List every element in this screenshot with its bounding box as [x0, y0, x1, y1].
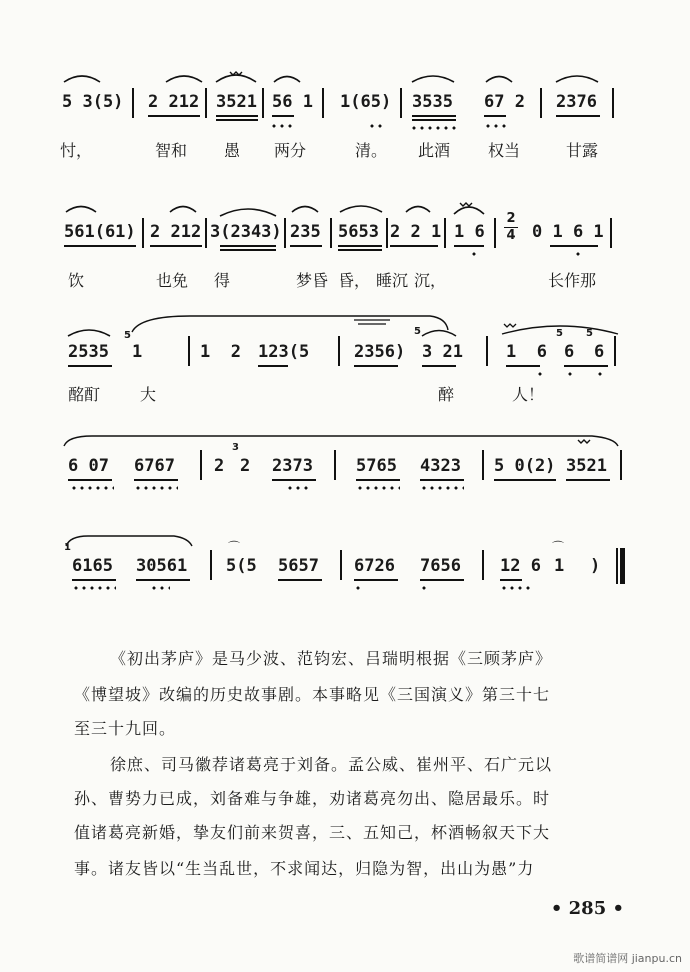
note-group: 5653	[338, 222, 379, 242]
underline	[390, 245, 438, 247]
note-group: 5 0(2)	[494, 456, 556, 476]
note-group: 3 21	[422, 342, 463, 362]
score-system-1	[0, 70, 690, 190]
barline	[614, 336, 616, 366]
underline	[338, 249, 382, 251]
barline	[400, 88, 402, 118]
note-group: 6	[594, 342, 605, 362]
lyric: 酩酊	[68, 385, 101, 404]
lyric: 甘露	[566, 141, 599, 160]
barline	[205, 218, 207, 248]
lyric: 清。	[355, 141, 388, 160]
barline	[205, 88, 207, 118]
octave-dots	[70, 486, 114, 490]
score-system-5	[0, 530, 690, 650]
note-group: 2373	[272, 456, 313, 476]
slur	[404, 202, 432, 214]
grace-note: 5	[586, 328, 593, 339]
note-group: 5(5	[226, 556, 257, 576]
note-group: 5 3(5)	[62, 92, 124, 112]
slur	[64, 202, 98, 214]
prose-line: 至三十九回。	[74, 719, 177, 738]
grace-note: 5	[124, 330, 131, 341]
underline	[72, 579, 116, 581]
lyric: 睡沉	[376, 271, 409, 290]
slur	[410, 72, 456, 84]
underline	[420, 479, 464, 481]
barline	[200, 450, 202, 480]
octave-dots	[72, 586, 116, 590]
barline	[612, 88, 614, 118]
octave-dots	[410, 126, 458, 130]
underline	[420, 579, 464, 581]
note-group: 6726	[354, 556, 395, 576]
note-group: )	[590, 556, 601, 576]
watermark: 歌谱简谱网 jianpu.cn	[573, 952, 682, 965]
underline	[354, 579, 398, 581]
underline	[506, 365, 540, 367]
barline	[486, 336, 488, 366]
note-group: 6	[564, 342, 575, 362]
underline	[68, 479, 112, 481]
note-group: 1 2	[200, 342, 241, 362]
note-group: 5765	[356, 456, 397, 476]
note-group: 30561	[136, 556, 188, 576]
underline	[564, 365, 608, 367]
octave-dots	[484, 124, 508, 128]
slur	[420, 326, 458, 338]
note-group: 3535	[412, 92, 453, 112]
barline	[322, 88, 324, 118]
underline	[454, 245, 484, 247]
underline	[422, 365, 456, 367]
underline	[412, 115, 456, 117]
note-group: 3521	[566, 456, 607, 476]
note-group: 3(2343)	[210, 222, 282, 242]
barline	[284, 218, 286, 248]
octave-dots	[536, 372, 546, 376]
underline	[68, 365, 112, 367]
octave-dots	[354, 586, 364, 590]
lyric: 醉	[438, 385, 455, 404]
note-group: 6767	[134, 456, 175, 476]
lyric: 两分	[274, 141, 307, 160]
barline	[482, 550, 484, 580]
octave-dots	[420, 586, 430, 590]
note-group: 2356)	[354, 342, 406, 362]
note-group: 1	[554, 556, 565, 576]
lyric: 沉，	[414, 271, 447, 290]
underline	[150, 245, 202, 247]
slur	[452, 200, 486, 216]
barline	[620, 450, 622, 480]
prose-line: 事。诸友皆以“生当乱世，不求闻达，归隐为智，出山为愚”力	[74, 859, 535, 878]
underline	[220, 245, 276, 247]
octave-dots	[470, 252, 480, 256]
underline	[136, 579, 190, 581]
lyric: 梦昏	[296, 271, 329, 290]
octave-dots	[286, 486, 310, 490]
note-group: 2	[214, 456, 225, 476]
fermata: ⌒	[552, 540, 565, 554]
note-group: 2 212	[150, 222, 202, 242]
slur	[566, 436, 610, 450]
octave-dots	[500, 586, 530, 590]
octave-dots	[368, 124, 384, 128]
barline	[188, 336, 190, 366]
lyric: 得	[214, 271, 231, 290]
underline	[556, 115, 600, 117]
note-group: 561(61)	[64, 222, 136, 242]
barline	[338, 336, 340, 366]
note-group: 2 2 1	[390, 222, 442, 242]
octave-dots	[566, 372, 576, 376]
lyric: 也免	[156, 271, 189, 290]
underline	[566, 479, 610, 481]
final-barline	[616, 548, 625, 584]
note-group: 1 6	[454, 222, 485, 242]
barline	[142, 218, 144, 248]
tie	[130, 314, 450, 334]
note-group: 56 1	[272, 92, 313, 112]
lyric: 昏，	[338, 271, 371, 290]
note-group: 5657	[278, 556, 319, 576]
underline	[500, 579, 522, 581]
note-group: 1 6	[506, 342, 547, 362]
lyric: 人！	[512, 385, 545, 404]
time-signature-top: 2	[506, 211, 516, 226]
underline	[64, 245, 136, 247]
barline	[482, 450, 484, 480]
underline	[550, 245, 598, 247]
slur	[352, 318, 392, 328]
barline	[334, 450, 336, 480]
octave-dots	[356, 486, 400, 490]
lyric: 忖，	[60, 141, 93, 160]
underline	[354, 365, 398, 367]
slur	[290, 202, 320, 214]
note-group: 67 2	[484, 92, 525, 112]
underline	[356, 479, 400, 481]
octave-dots	[150, 586, 170, 590]
slur	[554, 72, 600, 84]
slur	[66, 326, 112, 338]
slur	[484, 72, 514, 84]
note-group: 7656	[420, 556, 461, 576]
underline	[484, 115, 506, 117]
underline	[216, 115, 258, 117]
note-group: 235	[290, 222, 321, 242]
octave-dots	[270, 124, 294, 128]
barline	[494, 218, 496, 248]
slur	[62, 72, 102, 84]
note-group: 1(65)	[340, 92, 392, 112]
underline	[290, 245, 322, 247]
octave-dots	[574, 252, 584, 256]
lyric: 大	[140, 385, 157, 404]
barline	[444, 218, 446, 248]
score-system-2	[0, 200, 690, 320]
octave-dots	[134, 486, 178, 490]
tie	[62, 434, 622, 448]
underline	[338, 245, 382, 247]
prose-line: 《初出茅庐》是马少波、范钧宏、吕瑞明根据《三顾茅庐》	[110, 649, 553, 668]
octave-dots	[420, 486, 464, 490]
barline	[210, 550, 212, 580]
grace-note: 5	[556, 328, 563, 339]
note-group: 3521	[216, 92, 257, 112]
note-group: 2376	[556, 92, 597, 112]
underline	[278, 579, 322, 581]
slur	[338, 202, 384, 214]
slur	[168, 202, 198, 214]
slur	[164, 72, 204, 84]
underline	[134, 479, 178, 481]
prose-line: 徐庶、司马徽荐诸葛亮于刘备。孟公威、崔州平、石广元以	[110, 755, 553, 774]
slur	[214, 70, 258, 84]
underline	[494, 479, 556, 481]
note-group: 0 1 6 1	[532, 222, 604, 242]
note-group: 6165	[72, 556, 113, 576]
lyric: 此酒	[418, 141, 451, 160]
grace-note: 1	[64, 542, 71, 553]
grace-note: 3	[232, 442, 239, 453]
barline	[610, 218, 612, 248]
lyric: 愚	[224, 141, 241, 160]
lyric: 智和	[155, 141, 188, 160]
lyric: 饮	[68, 271, 85, 290]
lyric: 长作那	[548, 271, 597, 290]
note-group: 1	[132, 342, 143, 362]
barline	[330, 218, 332, 248]
score-system-3	[0, 310, 690, 430]
note-group: 12 6	[500, 556, 541, 576]
page-number: • 285 •	[550, 898, 624, 919]
underline	[148, 115, 200, 117]
note-group: 2	[240, 456, 251, 476]
grace-note: 5	[414, 326, 421, 337]
underline	[272, 479, 316, 481]
barline	[262, 88, 264, 118]
tie	[64, 534, 194, 548]
prose-line: 值诸葛亮新婚，挚友们前来贺喜，三、五知己，杯酒畅叙天下大	[74, 823, 551, 842]
prose-line: 《博望坡》改编的历史故事剧。本事略见《三国演义》第三十七	[74, 685, 551, 704]
prose-line: 孙、曹势力已成，刘备难与争雄，劝诸葛亮勿出、隐居最乐。时	[74, 789, 551, 808]
barline	[132, 88, 134, 118]
slur	[218, 204, 278, 218]
note-group: 123(5	[258, 342, 310, 362]
barline	[540, 88, 542, 118]
lyric: 权当	[488, 141, 521, 160]
octave-dots	[596, 372, 606, 376]
note-group: 2535	[68, 342, 109, 362]
note-group: 2 212	[148, 92, 200, 112]
underline	[220, 249, 276, 251]
note-group: 6 07	[68, 456, 109, 476]
time-signature	[504, 212, 518, 243]
time-signature-bottom: 4	[506, 228, 516, 243]
barline	[386, 218, 388, 248]
barline	[340, 550, 342, 580]
fermata: ⌒	[228, 540, 241, 554]
underline	[272, 115, 294, 117]
slur	[272, 72, 302, 84]
underline	[216, 119, 258, 121]
underline	[412, 119, 456, 121]
underline	[258, 365, 288, 367]
note-group: 4323	[420, 456, 461, 476]
